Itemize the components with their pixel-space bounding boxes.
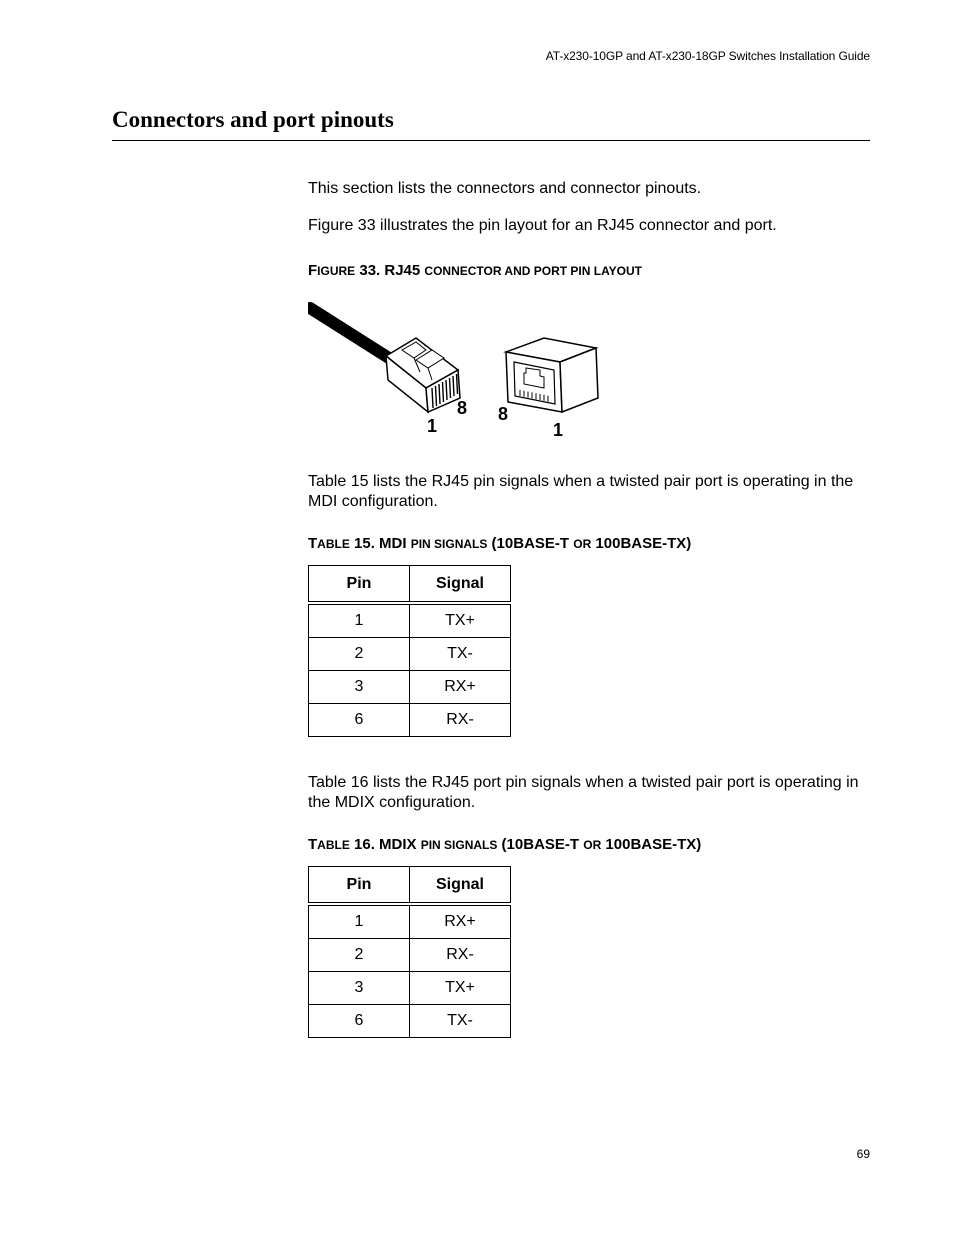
table-16-caption <box>308 836 701 854</box>
table-header-row <box>309 566 511 604</box>
rj45-plug-illustration <box>310 308 460 412</box>
caption-part: OR <box>583 838 602 852</box>
table-row <box>309 638 511 671</box>
signal-column-header: Signal <box>410 566 511 604</box>
caption-part: ABLE <box>317 537 350 551</box>
pin-cell: 1 <box>309 904 410 939</box>
signal-cell: TX+ <box>410 972 511 1005</box>
rj45-pin-layout-figure <box>308 300 608 440</box>
pin-column-header: Pin <box>309 566 410 604</box>
table-row <box>309 671 511 704</box>
table-16-intro-paragraph: Table 16 lists the RJ45 port pin signals when a twisted pair port is operating in the MDIX configuration. <box>308 774 859 811</box>
caption-part: 16. MDIX <box>349 836 421 853</box>
caption-part: PIN SIGNALS <box>410 537 488 551</box>
table-header-row <box>309 867 511 905</box>
signal-cell: TX- <box>410 638 511 671</box>
caption-part: 15. MDI <box>349 535 411 552</box>
caption-part: OR <box>573 537 592 551</box>
figure-33-caption <box>308 262 642 280</box>
plug-pin-1-label: 1 <box>427 416 438 436</box>
table-row <box>309 972 511 1005</box>
signal-cell: RX+ <box>410 671 511 704</box>
signal-cell: RX+ <box>410 904 511 939</box>
mdix-pin-signals-table <box>308 866 511 1038</box>
pin-cell: 2 <box>309 638 410 671</box>
caption-part: 100BASE-TX) <box>591 535 692 552</box>
caption-part: ABLE <box>317 838 350 852</box>
caption-part: (10BASE-T <box>487 535 574 552</box>
signal-column-header: Signal <box>410 867 511 905</box>
running-header: AT-x230-10GP and AT-x230-18GP Switches Installation Guide <box>545 49 870 63</box>
plug-pin-8-label: 8 <box>457 398 468 418</box>
page-number: 69 <box>856 1147 870 1161</box>
caption-part: IGURE <box>317 264 356 278</box>
rj45-port-illustration <box>506 338 598 412</box>
pin-cell: 1 <box>309 603 410 638</box>
caption-part: CONNECTOR AND PORT PIN LAYOUT <box>424 264 642 278</box>
pin-column-header: Pin <box>309 867 410 905</box>
caption-part: 100BASE-TX) <box>601 836 702 853</box>
caption-part: T <box>308 836 318 853</box>
pin-cell: 6 <box>309 704 410 737</box>
table-row <box>309 603 511 638</box>
title-rule <box>112 140 870 141</box>
caption-part: (10BASE-T <box>497 836 584 853</box>
signal-cell: RX- <box>410 939 511 972</box>
port-pin-1-label: 1 <box>553 420 564 440</box>
signal-cell: TX- <box>410 1005 511 1038</box>
section-title: Connectors and port pinouts <box>112 107 394 132</box>
mdi-pin-signals-table <box>308 565 511 737</box>
caption-part: 33. RJ45 <box>355 262 425 279</box>
signal-cell: RX- <box>410 704 511 737</box>
port-pin-8-label: 8 <box>498 404 509 424</box>
table-row <box>309 939 511 972</box>
table-row <box>309 1005 511 1038</box>
caption-part: PIN SIGNALS <box>420 838 498 852</box>
pin-cell: 6 <box>309 1005 410 1038</box>
caption-part: F <box>308 262 318 279</box>
signal-cell: TX+ <box>410 603 511 638</box>
pin-cell: 2 <box>309 939 410 972</box>
pin-cell: 3 <box>309 972 410 1005</box>
table-15-caption <box>308 535 691 553</box>
intro-paragraph: This section lists the connectors and connector pinouts. <box>308 180 702 197</box>
table-15-intro-paragraph: Table 15 lists the RJ45 pin signals when a twisted pair port is operating in the MDI configuration. <box>308 473 854 510</box>
caption-part: T <box>308 535 318 552</box>
table-row <box>309 704 511 737</box>
figure-reference-paragraph: Figure 33 illustrates the pin layout for an RJ45 connector and port. <box>308 217 777 234</box>
pin-cell: 3 <box>309 671 410 704</box>
table-row <box>309 904 511 939</box>
